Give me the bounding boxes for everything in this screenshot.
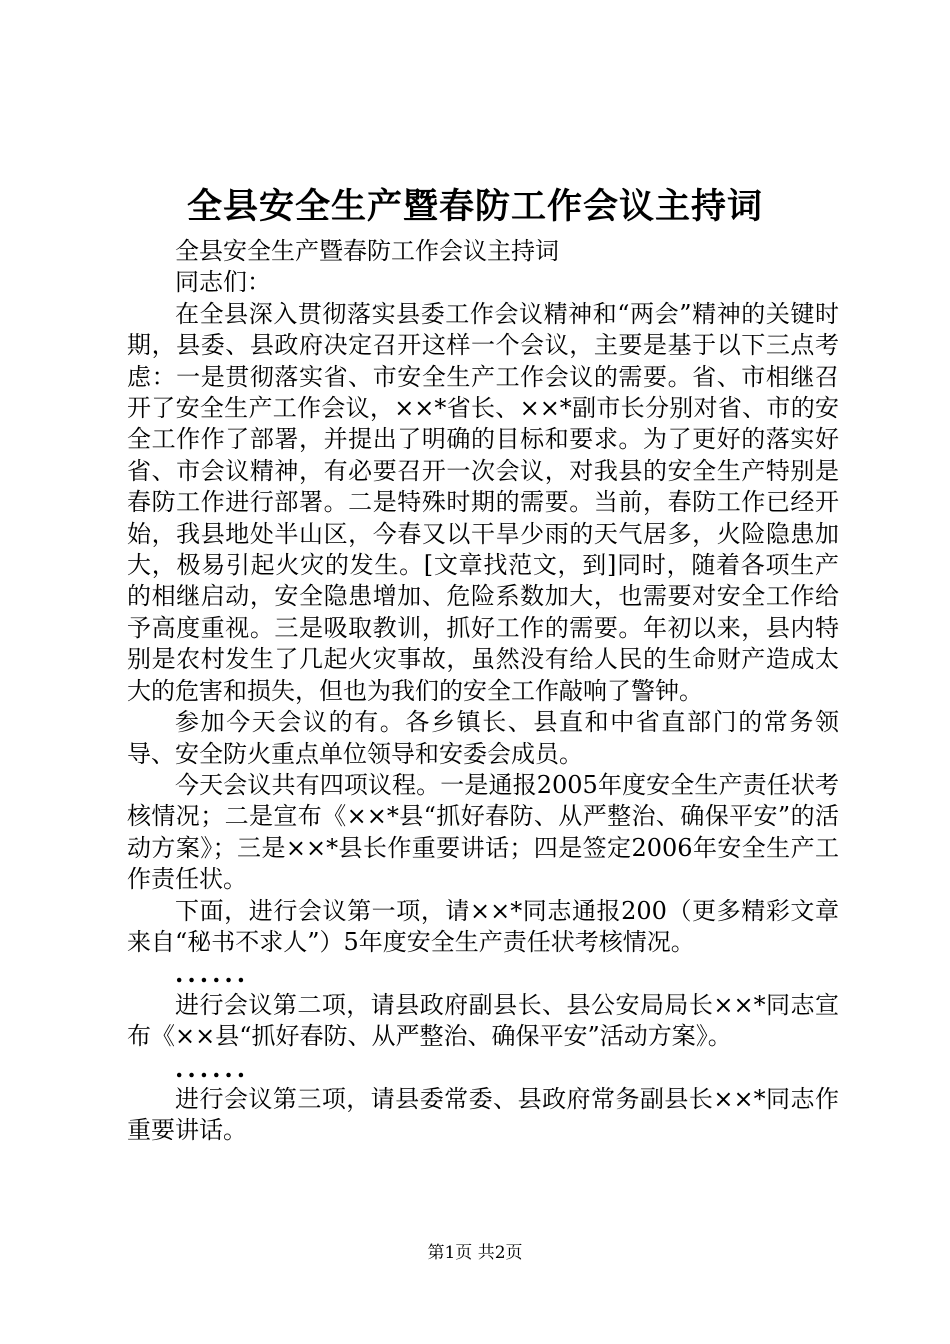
subtitle-line: 全县安全生产暨春防工作会议主持词: [175, 237, 559, 265]
paragraph-item-two: 进行会议第二项，请县政府副县长、县公安局局长××*同志宣布《××县“抓好春防、从严整治、确保平安”活动方案》。: [127, 990, 839, 1051]
document-body: [127, 236, 839, 1147]
paragraph-intro: 在全县深入贯彻落实县委工作会议精神和“两会”精神的关键时期，县委、县政府决定召开这样一个会议，主要是基于以下三点考虑：一是贯彻落实省、市安全生产工作会议的需要。省、市相继召开了安全生产工作会议，××*省长、××*副市长分别对省、市的安全工作作了部署，并提出了明确的目标和要求。为了更好的落实好省、市会议精神，有必要召开一次会议，对我县的安全生产特别是春防工作进行部署。二是特殊时期的需要。当前，春防工作已经开始，我县地处半山区，今春又以干旱少雨的天气居多，火险隐患加大，极易引起火灾的发生。[文章找范文，到]同时，随着各项生产的相继启动，安全隐患增加、危险系数加大，也需要对安全工作给予高度重视。三是吸取教训，抓好工作的需要。年初以来，县内特别是农村发生了几起火灾事故，虽然没有给人民的生命财产造成太大的危害和损失，但也为我们的安全工作敲响了警钟。: [127, 299, 839, 705]
page-footer: 第1页 共2页: [427, 1243, 523, 1263]
ellipsis-1: ......: [175, 959, 250, 989]
paragraph-agenda: 今天会议共有四项议程。一是通报2005年度安全生产责任状考核情况；二是宣布《××*县“抓好春防、从严整治、确保平安”的活动方案》；三是××*县长作重要讲话；四是签定2006年安全生产工作责任状。: [127, 770, 839, 894]
salutation: 同志们：: [175, 268, 271, 297]
document-title: 全县安全生产暨春防工作会议主持词: [186, 186, 763, 227]
ellipsis-2: ......: [175, 1053, 250, 1083]
paragraph-attendees: 参加今天会议的有。各乡镇长、县直和中省直部门的常务领导、安全防火重点单位领导和安委会成员。: [127, 708, 839, 768]
paragraph-item-three: 进行会议第三项，请县委常委、县政府常务副县长××*同志作重要讲话。: [127, 1084, 839, 1145]
paragraph-item-one: 下面，进行会议第一项，请××*同志通报200（更多精彩文章来自“秘书不求人”）5年度安全生产责任状考核情况。: [127, 896, 839, 956]
